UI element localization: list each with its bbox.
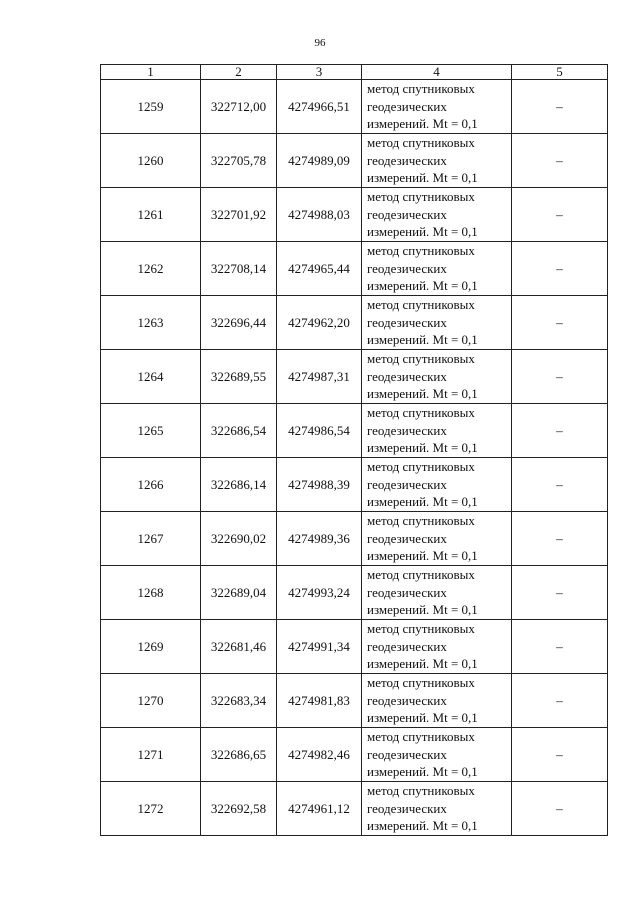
method-line: измерений. Mt = 0,1	[367, 656, 478, 672]
method-line: геодезических	[367, 746, 447, 762]
y-coordinate: 4274965,44	[277, 242, 362, 296]
y-coordinate: 4274989,36	[277, 512, 362, 566]
method-line: измерений. Mt = 0,1	[367, 170, 478, 186]
y-coordinate: 4274988,39	[277, 458, 362, 512]
table-row	[101, 134, 608, 188]
determination-method	[362, 674, 512, 728]
determination-method	[362, 566, 512, 620]
point-number: 1271	[101, 728, 201, 782]
notes-cell: –	[512, 458, 608, 512]
determination-method	[362, 134, 512, 188]
x-coordinate: 322690,02	[201, 512, 277, 566]
method-line: метод спутниковых	[367, 135, 475, 151]
y-coordinate: 4274982,46	[277, 728, 362, 782]
method-line: измерений. Mt = 0,1	[367, 386, 478, 402]
table-row	[101, 782, 608, 836]
method-line: метод спутниковых	[367, 243, 475, 259]
determination-method	[362, 458, 512, 512]
method-line: метод спутниковых	[367, 675, 475, 691]
column-header-5: 5	[512, 65, 608, 80]
notes-cell: –	[512, 782, 608, 836]
notes-cell: –	[512, 80, 608, 134]
table-row	[101, 296, 608, 350]
y-coordinate: 4274966,51	[277, 80, 362, 134]
method-line: измерений. Mt = 0,1	[367, 440, 478, 456]
column-header-4: 4	[362, 65, 512, 80]
table-row	[101, 80, 608, 134]
column-header-2: 2	[201, 65, 277, 80]
table-row	[101, 404, 608, 458]
notes-cell: –	[512, 674, 608, 728]
determination-method	[362, 350, 512, 404]
y-coordinate: 4274961,12	[277, 782, 362, 836]
table-row	[101, 458, 608, 512]
point-number: 1266	[101, 458, 201, 512]
method-line: геодезических	[367, 692, 447, 708]
method-line: геодезических	[367, 314, 447, 330]
point-number: 1264	[101, 350, 201, 404]
notes-cell: –	[512, 404, 608, 458]
x-coordinate: 322681,46	[201, 620, 277, 674]
point-number: 1260	[101, 134, 201, 188]
notes-cell: –	[512, 188, 608, 242]
determination-method	[362, 188, 512, 242]
method-line: метод спутниковых	[367, 567, 475, 583]
table-row	[101, 512, 608, 566]
method-line: измерений. Mt = 0,1	[367, 818, 478, 834]
notes-cell: –	[512, 134, 608, 188]
x-coordinate: 322708,14	[201, 242, 277, 296]
page-number: 96	[314, 37, 326, 49]
method-line: измерений. Mt = 0,1	[367, 278, 478, 294]
y-coordinate: 4274986,54	[277, 404, 362, 458]
determination-method	[362, 782, 512, 836]
y-coordinate: 4274981,83	[277, 674, 362, 728]
point-number: 1259	[101, 80, 201, 134]
x-coordinate: 322686,54	[201, 404, 277, 458]
coordinates-table	[100, 64, 608, 836]
method-line: измерений. Mt = 0,1	[367, 332, 478, 348]
notes-cell: –	[512, 728, 608, 782]
table-row	[101, 620, 608, 674]
x-coordinate: 322683,34	[201, 674, 277, 728]
x-coordinate: 322701,92	[201, 188, 277, 242]
point-number: 1267	[101, 512, 201, 566]
determination-method	[362, 80, 512, 134]
method-line: геодезических	[367, 584, 447, 600]
point-number: 1262	[101, 242, 201, 296]
x-coordinate: 322712,00	[201, 80, 277, 134]
point-number: 1265	[101, 404, 201, 458]
notes-cell: –	[512, 566, 608, 620]
x-coordinate: 322696,44	[201, 296, 277, 350]
method-line: метод спутниковых	[367, 513, 475, 529]
method-line: метод спутниковых	[367, 351, 475, 367]
method-line: метод спутниковых	[367, 783, 475, 799]
y-coordinate: 4274988,03	[277, 188, 362, 242]
determination-method	[362, 242, 512, 296]
method-line: геодезических	[367, 422, 447, 438]
method-line: метод спутниковых	[367, 297, 475, 313]
notes-cell: –	[512, 512, 608, 566]
method-line: измерений. Mt = 0,1	[367, 224, 478, 240]
x-coordinate: 322692,58	[201, 782, 277, 836]
determination-method	[362, 620, 512, 674]
method-line: метод спутниковых	[367, 81, 475, 97]
method-line: геодезических	[367, 638, 447, 654]
y-coordinate: 4274987,31	[277, 350, 362, 404]
y-coordinate: 4274991,34	[277, 620, 362, 674]
table-row	[101, 242, 608, 296]
method-line: геодезических	[367, 260, 447, 276]
x-coordinate: 322686,65	[201, 728, 277, 782]
column-header-1: 1	[101, 65, 201, 80]
method-line: измерений. Mt = 0,1	[367, 602, 478, 618]
method-line: геодезических	[367, 476, 447, 492]
method-line: метод спутниковых	[367, 729, 475, 745]
table-body	[101, 80, 608, 836]
x-coordinate: 322705,78	[201, 134, 277, 188]
method-line: метод спутниковых	[367, 459, 475, 475]
determination-method	[362, 404, 512, 458]
x-coordinate: 322689,04	[201, 566, 277, 620]
method-line: геодезических	[367, 800, 447, 816]
point-number: 1268	[101, 566, 201, 620]
method-line: геодезических	[367, 206, 447, 222]
method-line: метод спутниковых	[367, 189, 475, 205]
notes-cell: –	[512, 620, 608, 674]
table-row	[101, 566, 608, 620]
method-line: измерений. Mt = 0,1	[367, 710, 478, 726]
method-line: измерений. Mt = 0,1	[367, 116, 478, 132]
column-header-3: 3	[277, 65, 362, 80]
x-coordinate: 322686,14	[201, 458, 277, 512]
method-line: геодезических	[367, 98, 447, 114]
table-header-row	[101, 65, 608, 80]
notes-cell: –	[512, 296, 608, 350]
notes-cell: –	[512, 350, 608, 404]
point-number: 1263	[101, 296, 201, 350]
table-row	[101, 674, 608, 728]
determination-method	[362, 728, 512, 782]
method-line: измерений. Mt = 0,1	[367, 494, 478, 510]
notes-cell: –	[512, 242, 608, 296]
point-number: 1269	[101, 620, 201, 674]
method-line: измерений. Mt = 0,1	[367, 764, 478, 780]
y-coordinate: 4274962,20	[277, 296, 362, 350]
x-coordinate: 322689,55	[201, 350, 277, 404]
point-number: 1272	[101, 782, 201, 836]
point-number: 1270	[101, 674, 201, 728]
table-row	[101, 188, 608, 242]
table-row	[101, 350, 608, 404]
method-line: метод спутниковых	[367, 405, 475, 421]
determination-method	[362, 512, 512, 566]
method-line: метод спутниковых	[367, 621, 475, 637]
determination-method	[362, 296, 512, 350]
y-coordinate: 4274993,24	[277, 566, 362, 620]
table-row	[101, 728, 608, 782]
y-coordinate: 4274989,09	[277, 134, 362, 188]
point-number: 1261	[101, 188, 201, 242]
method-line: геодезических	[367, 152, 447, 168]
method-line: геодезических	[367, 368, 447, 384]
method-line: геодезических	[367, 530, 447, 546]
method-line: измерений. Mt = 0,1	[367, 548, 478, 564]
